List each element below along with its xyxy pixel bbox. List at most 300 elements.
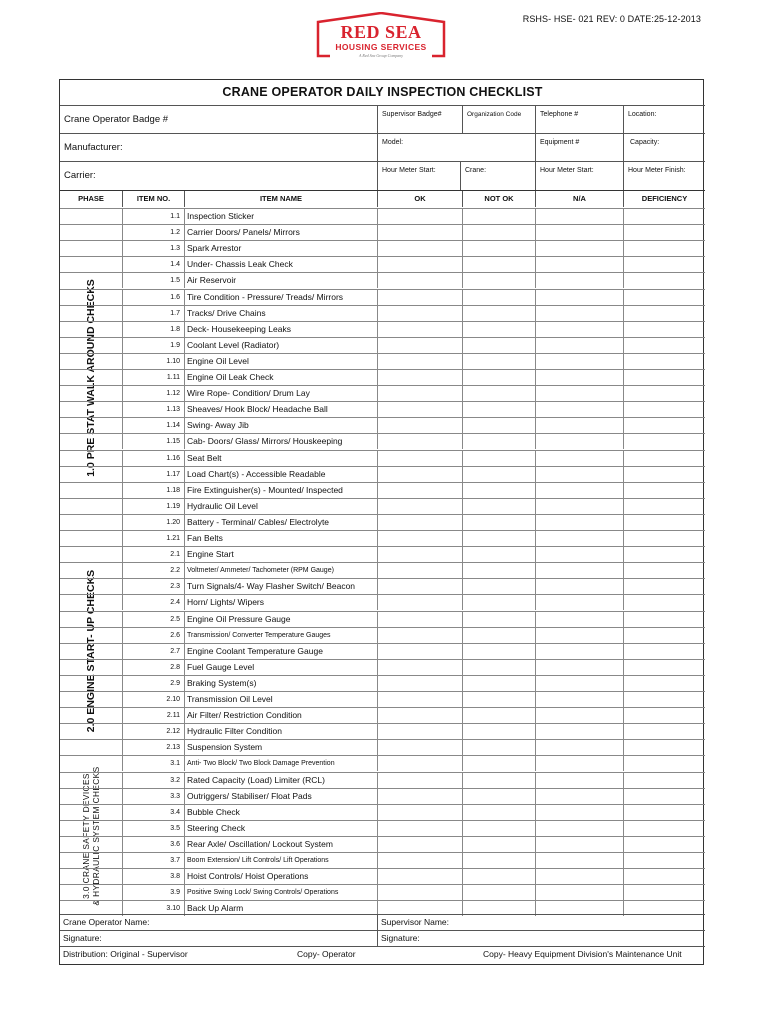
item-name: Back Up Alarm [184,901,377,916]
deficiency-cell[interactable] [623,322,705,337]
deficiency-cell[interactable] [623,789,705,804]
deficiency-cell[interactable] [623,612,705,627]
table-row [60,385,705,401]
ok-cell[interactable] [377,209,462,224]
header-row-3 [60,161,705,190]
table-row [60,305,705,321]
na-cell[interactable] [535,676,623,691]
deficiency-cell[interactable] [623,434,705,449]
deficiency-cell[interactable] [623,483,705,498]
table-row [60,659,705,675]
item-name: Wire Rope- Condition/ Drum Lay [184,386,377,401]
crane-operator-badge-field[interactable]: Crane Operator Badge # [64,114,169,125]
not-ok-cell[interactable] [462,773,535,788]
ok-cell[interactable] [377,644,462,659]
na-cell[interactable] [535,773,623,788]
table-row [60,627,705,643]
deficiency-cell[interactable] [623,531,705,546]
na-cell[interactable] [535,692,623,707]
item-number: 3.5 [122,821,184,836]
item-number: 3.2 [122,773,184,788]
deficiency-cell[interactable] [623,885,705,900]
ok-cell[interactable] [377,676,462,691]
na-cell[interactable] [535,885,623,900]
deficiency-cell[interactable] [623,708,705,723]
item-name: Hydraulic Oil Level [184,499,377,514]
deficiency-cell[interactable] [623,805,705,820]
ok-cell[interactable] [377,724,462,739]
not-ok-cell[interactable] [462,273,535,288]
phase-label-line: 1.0 PRE STAT WALK AROUND CHECKS [85,278,97,477]
ok-cell[interactable] [377,434,462,449]
item-number: 3.1 [122,756,184,771]
item-number: 2.3 [122,579,184,594]
ok-cell[interactable] [377,547,462,562]
na-cell[interactable] [535,434,623,449]
na-cell[interactable] [535,869,623,884]
na-cell[interactable] [535,338,623,353]
not-ok-cell[interactable] [462,579,535,594]
not-ok-cell[interactable] [462,402,535,417]
table-row [60,836,705,852]
na-cell[interactable] [535,483,623,498]
item-number: 1.12 [122,386,184,401]
item-name: Seat Belt [184,451,377,466]
deficiency-cell[interactable] [623,370,705,385]
na-cell[interactable] [535,515,623,530]
na-cell[interactable] [535,756,623,771]
deficiency-cell[interactable] [623,724,705,739]
table-row [60,788,705,804]
ok-cell[interactable] [377,273,462,288]
ok-cell[interactable] [377,306,462,321]
table-row [60,401,705,417]
item-number: 2.7 [122,644,184,659]
deficiency-cell[interactable] [623,579,705,594]
ok-cell[interactable] [377,451,462,466]
not-ok-cell[interactable] [462,644,535,659]
footer-names-row [60,914,705,930]
na-cell[interactable] [535,418,623,433]
carrier-field[interactable]: Carrier: [64,170,96,181]
ok-cell[interactable] [377,483,462,498]
na-cell[interactable] [535,644,623,659]
table-row [60,739,705,755]
item-name: Spark Arrestor [184,241,377,256]
not-ok-cell[interactable] [462,660,535,675]
na-cell[interactable] [535,612,623,627]
not-ok-cell[interactable] [462,531,535,546]
not-ok-cell[interactable] [462,805,535,820]
not-ok-cell[interactable] [462,708,535,723]
table-row [60,369,705,385]
not-ok-cell[interactable] [462,225,535,240]
deficiency-cell[interactable] [623,692,705,707]
deficiency-cell[interactable] [623,515,705,530]
table-row [60,884,705,900]
ok-cell[interactable] [377,225,462,240]
item-number: 1.6 [122,290,184,305]
item-number: 1.20 [122,515,184,530]
ok-cell[interactable] [377,290,462,305]
item-number: 1.18 [122,483,184,498]
deficiency-cell[interactable] [623,306,705,321]
table-row [60,514,705,530]
operator-signature-field[interactable]: Signature: [63,933,102,943]
na-cell[interactable] [535,660,623,675]
table-row [60,433,705,449]
item-number: 3.4 [122,805,184,820]
table-row [60,868,705,884]
item-number: 1.7 [122,306,184,321]
deficiency-cell[interactable] [623,869,705,884]
capacity-field[interactable]: Capacity: [630,139,660,146]
ok-cell[interactable] [377,853,462,868]
na-cell[interactable] [535,225,623,240]
not-ok-cell[interactable] [462,869,535,884]
table-row [60,594,705,610]
deficiency-cell[interactable] [623,402,705,417]
na-cell[interactable] [535,273,623,288]
item-number: 2.11 [122,708,184,723]
not-ok-cell[interactable] [462,821,535,836]
item-name: Braking System(s) [184,676,377,691]
na-cell[interactable] [535,209,623,224]
item-name: Under- Chassis Leak Check [184,257,377,272]
item-name: Turn Signals/4- Way Flasher Switch/ Beacon [184,579,377,594]
table-row [60,208,705,224]
item-number: 2.5 [122,612,184,627]
deficiency-cell[interactable] [623,660,705,675]
table-row [60,321,705,337]
na-cell[interactable] [535,386,623,401]
item-name: Fire Extinguisher(s) - Mounted/ Inspected [184,483,377,498]
item-number: 1.2 [122,225,184,240]
ok-cell[interactable] [377,773,462,788]
deficiency-cell[interactable] [623,257,705,272]
na-cell[interactable] [535,563,623,578]
table-row [60,562,705,578]
ok-cell[interactable] [377,370,462,385]
ok-cell[interactable] [377,579,462,594]
item-name: Load Chart(s) - Accessible Readable [184,467,377,482]
na-cell[interactable] [535,579,623,594]
ok-cell[interactable] [377,628,462,643]
not-ok-cell[interactable] [462,290,535,305]
item-name: Voltmeter/ Ammeter/ Tachometer (RPM Gauge) [184,563,377,578]
supervisor-signature-field[interactable]: Signature: [377,931,705,946]
not-ok-cell[interactable] [462,434,535,449]
ok-cell[interactable] [377,499,462,514]
item-number: 1.9 [122,338,184,353]
not-ok-cell[interactable] [462,628,535,643]
column-header-item-no: ITEM NO. [122,191,184,207]
not-ok-cell[interactable] [462,322,535,337]
not-ok-cell[interactable] [462,467,535,482]
na-cell[interactable] [535,402,623,417]
ok-cell[interactable] [377,869,462,884]
organization-code-field[interactable]: Organization Code [467,111,522,118]
na-cell[interactable] [535,837,623,852]
supervisor-badge-field[interactable]: Supervisor Badge# [382,111,442,118]
crane-field[interactable]: Crane: [465,167,487,174]
item-number: 2.12 [122,724,184,739]
ok-cell[interactable] [377,418,462,433]
deficiency-cell[interactable] [623,499,705,514]
item-number: 3.3 [122,789,184,804]
deficiency-cell[interactable] [623,773,705,788]
item-number: 1.13 [122,402,184,417]
not-ok-cell[interactable] [462,386,535,401]
not-ok-cell[interactable] [462,483,535,498]
item-number: 3.10 [122,901,184,916]
not-ok-cell[interactable] [462,499,535,514]
column-header-not-ok: NOT OK [462,191,535,207]
item-number: 2.2 [122,563,184,578]
not-ok-cell[interactable] [462,370,535,385]
table-row [60,643,705,659]
ok-cell[interactable] [377,612,462,627]
na-cell[interactable] [535,499,623,514]
deficiency-cell[interactable] [623,225,705,240]
item-name: Battery - Terminal/ Cables/ Electrolyte [184,515,377,530]
not-ok-cell[interactable] [462,418,535,433]
item-name: Engine Coolant Temperature Gauge [184,644,377,659]
hour-meter-start-crane-field[interactable]: Hour Meter Start: [540,167,594,174]
na-cell[interactable] [535,805,623,820]
deficiency-cell[interactable] [623,563,705,578]
not-ok-cell[interactable] [462,563,535,578]
na-cell[interactable] [535,467,623,482]
table-row [60,707,705,723]
table-row [60,353,705,369]
deficiency-cell[interactable] [623,628,705,643]
hour-meter-start-carrier-field[interactable]: Hour Meter Start: [382,167,436,174]
na-cell[interactable] [535,354,623,369]
na-cell[interactable] [535,547,623,562]
na-cell[interactable] [535,740,623,755]
ok-cell[interactable] [377,805,462,820]
item-name: Rear Axle/ Oscillation/ Lockout System [184,837,377,852]
na-cell[interactable] [535,724,623,739]
deficiency-cell[interactable] [623,338,705,353]
deficiency-cell[interactable] [623,451,705,466]
supervisor-name-field[interactable]: Supervisor Name: [377,915,705,930]
hour-meter-finish-field[interactable]: Hour Meter Finish: [628,167,686,174]
table-row [60,240,705,256]
table-row [60,482,705,498]
ok-cell[interactable] [377,660,462,675]
ok-cell[interactable] [377,338,462,353]
header-row-2 [60,133,705,161]
ok-cell[interactable] [377,885,462,900]
manufacturer-field[interactable]: Manufacturer: [64,142,123,153]
table-row [60,820,705,836]
checklist-form [59,79,704,965]
item-number: 3.6 [122,837,184,852]
distribution-copy-operator: Copy- Operator [297,949,356,959]
column-header-item-name: ITEM NAME [184,191,377,207]
crane-operator-name-field[interactable]: Crane Operator Name: [63,917,150,927]
na-cell[interactable] [535,322,623,337]
ok-cell[interactable] [377,515,462,530]
item-name: Air Filter/ Restriction Condition [184,708,377,723]
table-row [60,772,705,788]
deficiency-cell[interactable] [623,756,705,771]
item-number: 1.15 [122,434,184,449]
deficiency-cell[interactable] [623,273,705,288]
deficiency-cell[interactable] [623,547,705,562]
not-ok-cell[interactable] [462,676,535,691]
na-cell[interactable] [535,821,623,836]
ok-cell[interactable] [377,322,462,337]
item-name: Engine Oil Leak Check [184,370,377,385]
deficiency-cell[interactable] [623,821,705,836]
model-field[interactable]: Model: [382,139,404,146]
deficiency-cell[interactable] [623,740,705,755]
item-name: Hoist Controls/ Hoist Operations [184,869,377,884]
not-ok-cell[interactable] [462,756,535,771]
table-row [60,466,705,482]
not-ok-cell[interactable] [462,885,535,900]
ok-cell[interactable] [377,402,462,417]
table-row [60,852,705,868]
table-row [60,256,705,272]
ok-cell[interactable] [377,354,462,369]
deficiency-cell[interactable] [623,853,705,868]
item-name: Boom Extension/ Lift Controls/ Lift Operations [184,853,377,868]
column-header-row [60,190,705,208]
deficiency-cell[interactable] [623,676,705,691]
item-name: Tire Condition - Pressure/ Treads/ Mirrors [184,290,377,305]
table-row [60,755,705,771]
not-ok-cell[interactable] [462,724,535,739]
ok-cell[interactable] [377,531,462,546]
not-ok-cell[interactable] [462,837,535,852]
item-name: Positive Swing Lock/ Swing Controls/ Operations [184,885,377,900]
item-name: Air Reservoir [184,273,377,288]
na-cell[interactable] [535,853,623,868]
table-row [60,691,705,707]
na-cell[interactable] [535,595,623,610]
ok-cell[interactable] [377,467,462,482]
item-name: Engine Start [184,547,377,562]
not-ok-cell[interactable] [462,515,535,530]
na-cell[interactable] [535,306,623,321]
item-number: 3.8 [122,869,184,884]
deficiency-cell[interactable] [623,467,705,482]
table-row [60,546,705,562]
not-ok-cell[interactable] [462,354,535,369]
ok-cell[interactable] [377,708,462,723]
not-ok-cell[interactable] [462,595,535,610]
not-ok-cell[interactable] [462,547,535,562]
not-ok-cell[interactable] [462,338,535,353]
deficiency-cell[interactable] [623,290,705,305]
footer-distribution-row [60,946,705,964]
deficiency-cell[interactable] [623,354,705,369]
na-cell[interactable] [535,789,623,804]
item-number: 2.13 [122,740,184,755]
distribution-original: Distribution: Original - Supervisor [63,949,188,959]
na-cell[interactable] [535,628,623,643]
na-cell[interactable] [535,241,623,256]
not-ok-cell[interactable] [462,451,535,466]
not-ok-cell[interactable] [462,209,535,224]
deficiency-cell[interactable] [623,386,705,401]
na-cell[interactable] [535,290,623,305]
ok-cell[interactable] [377,386,462,401]
ok-cell[interactable] [377,257,462,272]
table-row [60,675,705,691]
deficiency-cell[interactable] [623,209,705,224]
deficiency-cell[interactable] [623,644,705,659]
column-header-ok: OK [377,191,462,207]
ok-cell[interactable] [377,241,462,256]
deficiency-cell[interactable] [623,837,705,852]
not-ok-cell[interactable] [462,853,535,868]
na-cell[interactable] [535,708,623,723]
deficiency-cell[interactable] [623,595,705,610]
item-name: Sheaves/ Hook Block/ Headache Ball [184,402,377,417]
na-cell[interactable] [535,257,623,272]
table-row [60,224,705,240]
deficiency-cell[interactable] [623,418,705,433]
table-row [60,804,705,820]
not-ok-cell[interactable] [462,692,535,707]
table-row [60,578,705,594]
not-ok-cell[interactable] [462,306,535,321]
distribution-copy-heavy-equipment: Copy- Heavy Equipment Division's Maintenance Unit [483,949,682,959]
ok-cell[interactable] [377,821,462,836]
item-name: Horn/ Lights/ Wipers [184,595,377,610]
item-number: 1.21 [122,531,184,546]
na-cell[interactable] [535,451,623,466]
item-name: Steering Check [184,821,377,836]
item-name: Hydraulic Filter Condition [184,724,377,739]
table-row [60,530,705,546]
equipment-number-field[interactable]: Equipment # [540,139,580,146]
item-number: 1.11 [122,370,184,385]
not-ok-cell[interactable] [462,612,535,627]
telephone-field[interactable]: Telephone # [540,111,579,118]
na-cell[interactable] [535,370,623,385]
ok-cell[interactable] [377,756,462,771]
table-row [60,272,705,288]
deficiency-cell[interactable] [623,241,705,256]
ok-cell[interactable] [377,563,462,578]
ok-cell[interactable] [377,692,462,707]
na-cell[interactable] [535,531,623,546]
ok-cell[interactable] [377,789,462,804]
ok-cell[interactable] [377,740,462,755]
not-ok-cell[interactable] [462,257,535,272]
ok-cell[interactable] [377,595,462,610]
header-row-1 [60,105,705,133]
item-name: Coolant Level (Radiator) [184,338,377,353]
not-ok-cell[interactable] [462,241,535,256]
item-number: 2.4 [122,595,184,610]
ok-cell[interactable] [377,837,462,852]
item-name: Outriggers/ Stabiliser/ Float Pads [184,789,377,804]
item-number: 1.3 [122,241,184,256]
company-logo [316,12,446,58]
not-ok-cell[interactable] [462,740,535,755]
not-ok-cell[interactable] [462,789,535,804]
location-field[interactable]: Location: [628,111,657,118]
item-number: 2.9 [122,676,184,691]
table-row [60,723,705,739]
